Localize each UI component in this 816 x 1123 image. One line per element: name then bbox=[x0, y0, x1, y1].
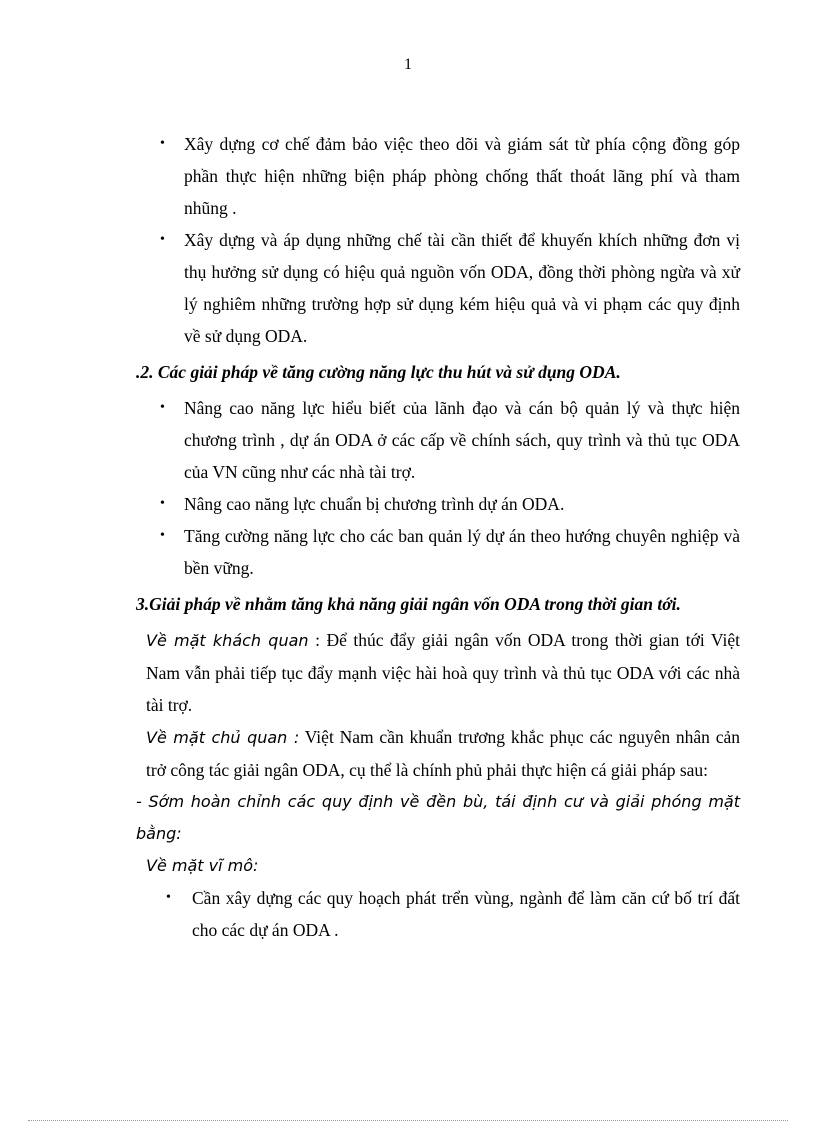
bullet-icon: • bbox=[160, 528, 165, 543]
vi-mo-bullet-list bbox=[136, 882, 740, 946]
list-item-text: Nâng cao năng lực hiểu biết của lãnh đạo và cán bộ quản lý và thực hiện chương trình , dự án ODA ở các cấp về chính sách, quy trình và thủ tục ODA của VN cũng như các nhà tài trợ. bbox=[184, 398, 740, 482]
list-item bbox=[136, 488, 740, 520]
page-number: 1 bbox=[404, 56, 412, 73]
bullet-icon: • bbox=[160, 496, 165, 511]
page-bottom-divider bbox=[28, 1120, 788, 1121]
paragraph-lead: Về mặt chủ quan : bbox=[146, 728, 300, 747]
list-item bbox=[136, 128, 740, 224]
bullet-icon: • bbox=[160, 232, 165, 247]
bullet-icon: • bbox=[160, 400, 165, 415]
bullet-icon: • bbox=[166, 890, 171, 905]
list-item-text: Tăng cường năng lực cho các ban quản lý dự án theo hướng chuyên nghiệp và bền vững. bbox=[184, 526, 740, 578]
section1-bullet-list bbox=[136, 128, 740, 352]
list-item bbox=[136, 392, 740, 488]
section-heading-3: 3.Giải pháp về nhằm tăng khả năng giải ngân vốn ODA trong thời gian tới. bbox=[136, 594, 681, 614]
paragraph-text: Việt Nam cần khuẩn trương khắc phục các nguyên nhân cản trở công tác giải ngân ODA, cụ thể là chính phủ phải thực hiện cá giải pháp sau: bbox=[146, 727, 741, 780]
paragraph-chu-quan bbox=[136, 721, 740, 786]
list-item bbox=[136, 882, 740, 946]
paragraph-text: : Để thúc đẩy giải ngân vốn ODA trong thời gian tới Việt Nam vẫn phải tiếp tục đẩy mạnh việc hài hoà quy trình và thủ tục ODA với các nhà tài trợ. bbox=[146, 630, 740, 715]
paragraph-khach-quan bbox=[136, 624, 740, 721]
section-heading-2: .2. Các giải pháp về tăng cường năng lực thu hút và sử dụng ODA. bbox=[136, 362, 621, 382]
document-body bbox=[136, 128, 740, 946]
list-item bbox=[136, 224, 740, 352]
dash-item: - Sớm hoàn chỉnh các quy định về đền bù, tái định cư và giải phóng mặt bằng: bbox=[136, 792, 740, 843]
bullet-icon: • bbox=[160, 136, 165, 151]
list-item-text: Nâng cao năng lực chuẩn bị chương trình dự án ODA. bbox=[184, 494, 565, 514]
list-item-text: Xây dựng và áp dụng những chế tài cần thiết để khuyến khích những đơn vị thụ hưởng sử dụng có hiệu quả nguồn vốn ODA, đồng thời phòng ngừa và xử lý nghiêm những trường hợp sử dụng kém hiệu quả và vi phạm các quy định về sử dụng ODA. bbox=[184, 230, 740, 346]
list-item-text: Cần xây dựng các quy hoạch phát trển vùng, ngành để làm căn cứ bố trí đất cho các dự án ODA . bbox=[192, 888, 740, 940]
list-item-text: Xây dựng cơ chế đảm bảo việc theo dõi và giám sát từ phía cộng đồng góp phần thực hiện những biện pháp phòng chống thất thoát lãng phí và tham nhũng . bbox=[184, 134, 740, 218]
paragraph-lead: Về mặt khách quan bbox=[146, 631, 309, 650]
section2-bullet-list bbox=[136, 392, 740, 584]
list-item bbox=[136, 520, 740, 584]
vi-mo-label: Về mặt vĩ mô: bbox=[146, 856, 259, 875]
